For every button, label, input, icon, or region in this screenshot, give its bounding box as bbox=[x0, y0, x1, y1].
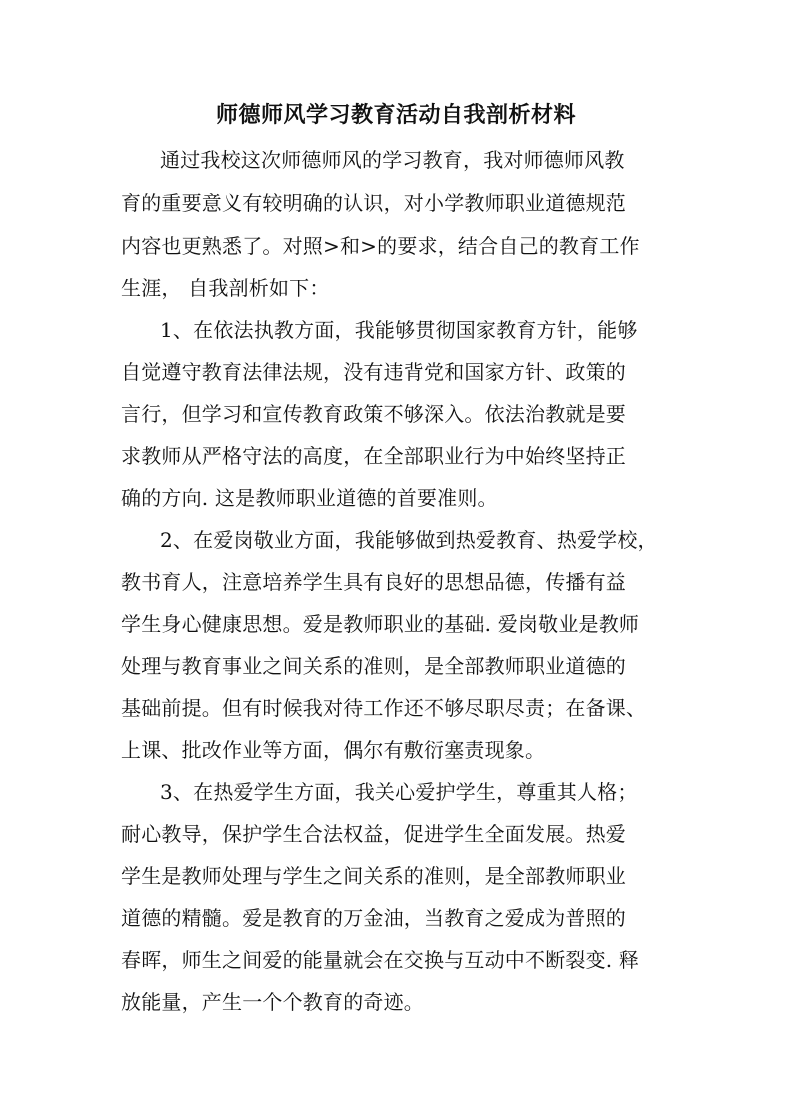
paragraph-line: 处理与教育事业之间关系的准则，是全部教师职业道德的 bbox=[121, 654, 626, 678]
paragraph-line: 3、在热爱学生方面，我关心爱护学生，尊重其人格； bbox=[160, 780, 638, 804]
paragraph-line: 上课、批改作业等方面，偶尔有敷衍塞责现象。 bbox=[121, 738, 546, 762]
paragraph-line: 道德的精髓。爱是教育的万金油，当教育之爱成为普照的 bbox=[121, 906, 626, 930]
paragraph-line: 确的方向. 这是教师职业道德的首要准则。 bbox=[121, 486, 498, 510]
paragraph-line: 育的重要意义有较明确的认识，对小学教师职业道德规范 bbox=[121, 191, 626, 215]
paragraph-line: 2、在爱岗敬业方面，我能够做到热爱教育、热爱学校， bbox=[160, 528, 658, 552]
paragraph-line: 言行，但学习和宣传教育政策不够深入。依法治教就是要 bbox=[121, 402, 626, 426]
document-title: 师德师风学习教育活动自我剖析材料 bbox=[215, 102, 576, 128]
paragraph-line: 通过我校这次师德师风的学习教育，我对师德师风教 bbox=[160, 148, 625, 172]
paragraph-line: 自觉遵守教育法律法规，没有违背党和国家方针、政策的 bbox=[121, 360, 626, 384]
paragraph-line: 放能量，产生一个个教育的奇迹。 bbox=[121, 990, 424, 1014]
paragraph-line: 耐心教导，保护学生合法权益，促进学生全面发展。热爱 bbox=[121, 822, 626, 846]
paragraph-line: 学生是教师处理与学生之间关系的准则，是全部教师职业 bbox=[121, 864, 626, 888]
paragraph-line: 教书育人，注意培养学生具有良好的思想品德，传播有益 bbox=[121, 570, 626, 594]
paragraph-line: 基础前提。但有时候我对待工作还不够尽职尽责；在备课、 bbox=[121, 696, 647, 720]
paragraph-line: 生涯， 自我剖析如下： bbox=[121, 276, 330, 300]
paragraph-line: 春晖，师生之间爱的能量就会在交换与互动中不断裂变. 释 bbox=[121, 948, 640, 972]
paragraph-line: 内容也更熟悉了。对照>和>的要求，结合自己的教育工作 bbox=[121, 234, 640, 258]
paragraph-line: 求教师从严格守法的高度，在全部职业行为中始终坚持正 bbox=[121, 444, 626, 468]
paragraph-line: 1、在依法执教方面，我能够贯彻国家教育方针，能够 bbox=[160, 318, 638, 342]
paragraph-line: 学生身心健康思想。爱是教师职业的基础. 爱岗敬业是教师 bbox=[121, 612, 640, 636]
